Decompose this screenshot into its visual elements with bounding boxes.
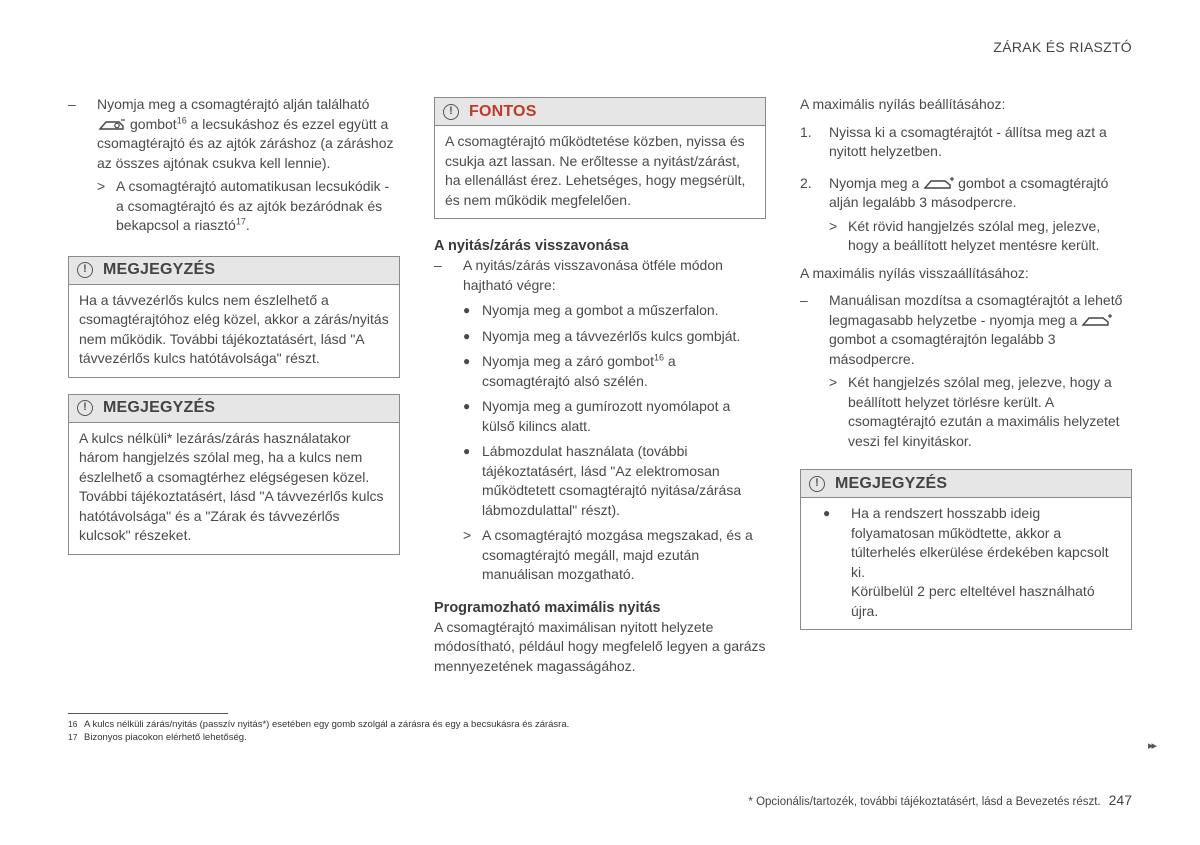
instruction-step [68,95,400,173]
note-header [69,395,399,423]
reset-intro: A maximális nyílás visszaállításához: [800,264,1029,281]
dash-marker: – [68,96,76,112]
column-middle [434,95,766,676]
step-number: 2. [800,174,812,191]
result-item [800,217,1132,256]
footnote [68,731,569,744]
cancel-intro [434,256,766,295]
page-number: 247 [1108,792,1132,808]
step-number: 1. [800,123,812,140]
set-intro: A maximális nyílás beállításához: [800,96,1006,112]
note-title: MEGJEGYZÉS [103,261,216,279]
note-body: A kulcs nélküli* lezárás/zárás használatakor három hangjelzés szólal meg, ha a kulcs nem észlelhető a csomagtérhez elégségesen közel. További tájékoztatásért, lásd "A távvezérlős kulcs hatótávolsága" és a "Zárak és távvezérlős kulcsok" részeket. [79,429,384,543]
list-item-text: Nyomja meg a gumírozott nyomólapot a külső kilincs alatt. [482,398,731,434]
list-item [434,327,766,347]
footnote-rule [68,713,228,714]
step-text-rest: a lecsukáshoz és ezzel együtt a csomagtérajtó és az ajtók záráshoz (a záráshoz az összes ajtónak csukva kell lennie). [97,115,394,171]
list-item-text: Nyomja meg a gombot a műszerfalon. [482,302,719,318]
list-item [434,301,766,321]
info-circle-icon: ! [77,262,93,278]
step-text-gomb: gombot [130,115,177,132]
page-footer [748,791,1132,813]
step-text-rest: gombot a csomagtérajtó alján legalább 3 másodpercre. [829,174,1109,210]
note-body [801,498,1131,629]
numbered-step [800,174,1132,213]
dash-marker: – [800,292,808,308]
list-item-text: Nyomja meg a távvezérlős kulcs gombját. [482,327,741,344]
footnote-ref: 16 [176,114,187,125]
step-text: Nyissa ki a csomagtérajtót - állítsa meg azt a nyitott helyzetben. [829,123,1107,159]
next-page-icon[interactable]: ▸▸ [1148,740,1156,752]
important-title: FONTOS [469,102,537,120]
bullet-marker: ● [463,328,471,343]
footnotes [68,718,569,744]
footer-note: * Opcionális/tartozék, további tájékoztatásért, lásd a Bevezetés részt. [748,796,1101,808]
result-text: A csomagtérajtó automatikusan lecsukódik - a csomagtérajtó és az ajtók bezáródnak és bekapcsol a riasztó [116,178,390,233]
list-item-text: Lábmozdulat használata (további tájékoztatásért, lásd "Az elektromosan működtetett csomagtérajtó nyitása/zárása lábmozdulattal" részt). [482,443,742,518]
exclamation-circle-icon: ! [443,104,459,120]
note-title: MEGJEGYZÉS [835,474,948,492]
result-end: . [245,217,250,233]
note-body: Ha a távvezérlős kulcs nem észlelhető a csomagtérajtóhoz elég közel, akkor a zárás/nyitás nem működik. További tájékoztatásért, lásd "A távvezérlős kulcs hatótávolsága" részt. [79,291,389,366]
bullet-marker: ● [463,303,471,317]
result-marker: > [829,217,838,234]
list-item [811,504,1121,621]
tailgate-close-button-icon [1081,314,1113,328]
note-title: MEGJEGYZÉS [103,399,216,417]
footnote-text: A kulcs nélküli zárás/nyitás (passzív nyitás*) esetében egy gomb szolgál a zárásra és egy a becsukásra és zárásra. [84,719,570,730]
step-text: Manuálisan mozdítsa a csomagtérajtót a lehető legmagasabb helyzetbe - nyomja meg a [829,292,1123,328]
column-left [68,95,400,555]
info-circle-icon: ! [77,400,93,416]
note-text: Körülbelül 2 perc elteltével használható újra. [851,583,1095,619]
list-item [434,442,766,520]
result-marker: > [829,374,838,390]
dash-marker: – [434,257,442,273]
note-box [68,256,400,378]
column-right [800,95,1132,630]
result-text: Két rövid hangjelzés szólal meg, jelezve, hogy a beállított helyzet mentésre került. [848,217,1101,253]
step-text: Nyomja meg a [829,174,920,191]
cancel-heading: A nyitás/zárás visszavonása [434,238,629,254]
list-item [434,352,766,391]
result-text: A csomagtérajtó mozgása megszakad, és a csomagtérajtó megáll, majd ezután manuálisan mozgatható. [482,527,753,582]
footnote-ref: 16 [653,352,664,363]
list-item-text: Nyomja meg a záró gombot [482,353,654,369]
footnote-ref: 17 [235,216,246,227]
bullet-marker: ● [463,354,471,368]
list-item [434,397,766,436]
bullet-marker: ● [463,399,471,413]
cancel-intro-text: A nyitás/zárás visszavonása ötféle módon hajtható végre: [463,257,723,293]
result-text: Két hangjelzés szólal meg, jelezve, hogy a beállított helyzet törlésre került. A csomagtérajtó ezután a maximális helyzetet veszi fel kinyitáskor. [848,374,1120,449]
result-marker: > [463,527,472,543]
result-item [800,373,1132,451]
important-box [434,97,766,219]
tailgate-lock-button-icon [97,118,127,132]
programmable-heading: Programozható maximális nyitás [434,599,661,616]
section-header: ZÁRAK ÉS RIASZTÓ [993,39,1132,55]
note-header [69,257,399,285]
note-text: Ha a rendszert hosszabb ideig folyamatosan működtette, akkor a túlterhelés elkerülése érdekében kapcsolt ki. [851,505,1109,580]
step-text-rest: gombot a csomagtérajtón legalább 3 másodpercre. [829,331,1056,367]
important-body: A csomagtérajtó működtetése közben, nyissa és csukja azt lassan. Ne erőltesse a nyitást/zárást, ha ellenállást érez. Lehetséges, hogy megsérült, és nem működik megfelelően. [445,133,746,208]
result-item [68,177,400,236]
numbered-step [800,123,1132,162]
instruction-step [800,291,1132,369]
footnote [68,718,569,731]
tailgate-close-button-icon [923,177,955,191]
info-circle-icon: ! [809,476,825,492]
programmable-body: A csomagtérajtó maximálisan nyitott helyzete módosítható, például hogy megfelelő legyen a garázs mennyezetének magasságához. [434,618,766,674]
note-box [800,469,1132,630]
footnote-number: 16 [68,719,78,729]
important-header [435,98,765,126]
bullet-marker: ● [463,444,471,458]
note-header [801,470,1131,498]
note-box [68,394,400,555]
footnote-text: Bizonyos piacokon elérhető lehetőség. [84,732,247,743]
bullet-marker: ● [823,506,831,520]
result-marker: > [97,178,106,194]
result-item [434,526,766,585]
list-item-tail: a csomagtérajtó alsó szélén. [482,353,676,389]
step-text: Nyomja meg a csomagtérajtó alján található [97,96,370,112]
footnote-number: 17 [68,732,78,742]
